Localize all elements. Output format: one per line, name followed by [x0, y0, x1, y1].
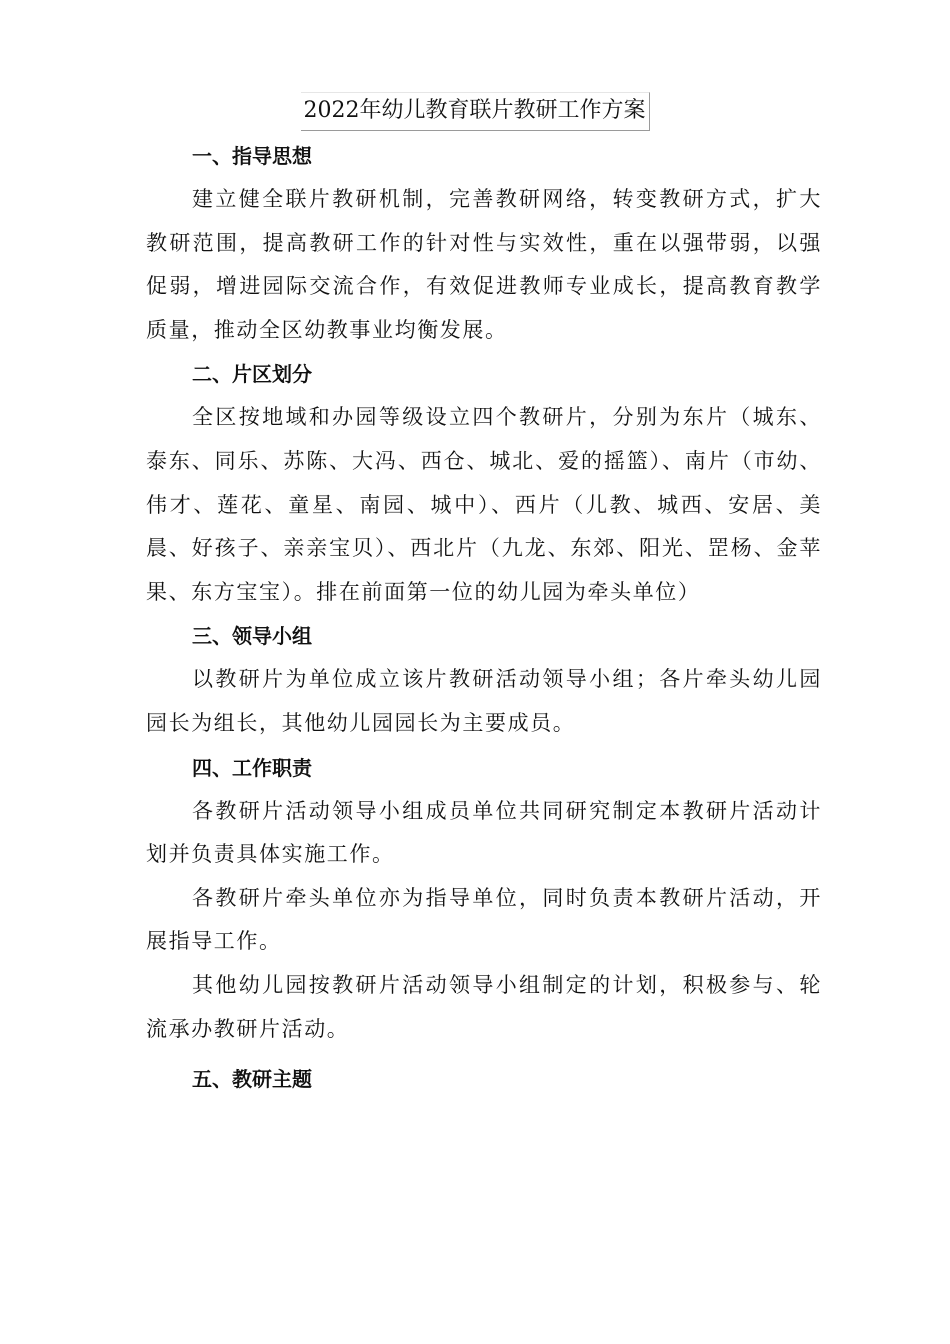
document-body: [146, 134, 822, 1101]
section-paragraph: 其他幼儿园按教研片活动领导小组制定的计划，积极参与、轮流承办教研片活动。: [146, 972, 822, 1041]
section-paragraph: 以教研片为单位成立该片教研活动领导小组；各片牵头幼儿园园长为组长，其他幼儿园园长为主要成员。: [146, 667, 822, 735]
document-title-wrap: [0, 92, 950, 131]
section-heading-research-topics: 五、教研主题: [192, 1067, 312, 1092]
section-heading-responsibilities: 四、工作职责: [192, 755, 312, 780]
section-heading-guiding-ideology: 一、指导思想: [192, 144, 312, 168]
section-paragraph: 各教研片活动领导小组成员单位共同研究制定本教研片活动计划并负责具体实施工作。: [146, 798, 822, 867]
document-title: 2022年幼儿教育联片教研工作方案: [301, 92, 650, 131]
section-heading-district-division: 二、片区划分: [192, 362, 312, 387]
section-paragraph: 全区按地域和办园等级设立四个教研片，分别为东片（城东、泰东、同乐、苏陈、大冯、西仓、城北、爱的摇篮）、南片（市幼、伟才、莲花、童星、南园、城中）、西片（儿教、城西、安居、美晨、好孩子、亲亲宝贝）、西北片（九龙、东郊、阳光、罡杨、金苹果、东方宝宝）。排在前面第一位的幼儿园为牵头单位）: [146, 405, 822, 604]
section-paragraph: 建立健全联片教研机制，完善教研网络，转变教研方式，扩大教研范围，提高教研工作的针对性与实效性，重在以强带弱，以强促弱，增进园际交流合作，有效促进教师专业成长，提高教育教学质量，推动全区幼教事业均衡发展。: [146, 187, 822, 342]
section-heading-leadership-group: 三、领导小组: [192, 624, 312, 649]
section-paragraph: 各教研片牵头单位亦为指导单位，同时负责本教研片活动，开展指导工作。: [146, 885, 822, 954]
